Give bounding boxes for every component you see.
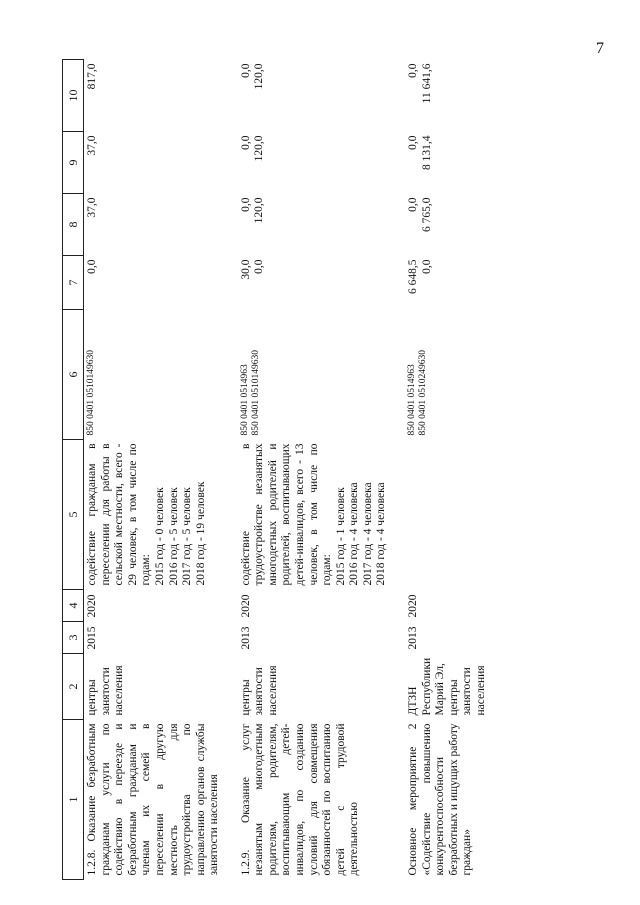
amount-v7 [84,256,224,310]
cell-line: 120,0 [253,197,266,224]
amount-v8 [405,194,490,256]
cell-line: 0,0 [239,63,252,78]
header-cell: 2 [63,654,84,720]
expected-result [84,440,224,590]
table-row [238,60,391,880]
end-year: 2020 [86,594,99,618]
header-cell: 6 [63,310,84,440]
cell-line: 850 0401 0510149630 [250,350,261,436]
cell-line: 0,0 [406,63,419,78]
rotated-table-stage [62,60,598,880]
amount-v10 [84,60,224,132]
end-year: 2020 [406,594,419,618]
budget-code [405,310,490,440]
start-year: 2013 [406,626,419,650]
header-cell: 9 [63,132,84,194]
page-number: 7 [596,40,604,57]
cell-line: 6 765,0 [420,197,433,232]
cell-line: 30,0 [239,259,252,280]
row-gap [224,60,238,880]
header-cell: 10 [63,60,84,132]
cell-line: 2016 год - 4 человека [348,482,361,586]
cell-line: 2018 год - 4 человека [375,482,388,586]
amount-v9 [238,132,391,194]
cell-line: 0,0 [406,197,419,212]
amount-v7 [405,256,490,310]
cell-line: 0,0 [253,259,266,274]
amount-v9 [405,132,490,194]
amount-v9 [84,132,224,194]
cell-line: 8 131,4 [420,135,433,170]
amount-v8 [238,194,391,256]
amount-v8 [84,194,224,256]
header-cell: 1 [63,720,84,880]
amount-v10 [405,60,490,132]
cell-line: 0,0 [239,135,252,150]
expected-result [238,440,391,590]
amount-v10 [238,60,391,132]
table-row [405,60,490,880]
executor: центры занятости населения [86,665,126,716]
start-year: 2015 [86,626,99,650]
cell-line: 0,0 [86,259,99,274]
cell-line: содействие гражданам в переселении для работы в сельской местности, всего - 29 человек, в том числе по годам: [86,443,153,586]
activity-name: 1.2.9. Оказание услуг незанятым многодетным родителям, родителям, воспитывающим детей-инвалидов, по созданию условий для совмещения обязанностей по воспитанию детей с трудовой деятельностью [239,723,361,876]
header-row [63,60,84,880]
cell-line: 0,0 [420,259,433,274]
cell-line: 37,0 [86,135,99,156]
cell-line: 850 0401 0510149630 [86,350,97,436]
cell-line: 850 0401 0514963 [406,364,417,436]
header-cell: 3 [63,622,84,654]
executor: ДТЗН Республики Марий Эл, центры занятости населения [406,657,487,716]
cell-line: 2017 год - 5 человек [181,487,194,586]
header-cell: 5 [63,440,84,590]
amount-v7 [238,256,391,310]
cell-line: 2015 год - 0 человек [153,487,166,586]
header-cell: 8 [63,194,84,256]
activity-name: 1.2.8. Оказание безработным гражданам услуги по содействию в переезде и безработным гражданам и членам их семей в переселении в другую местность для трудоустройства по направлению органов службы занятости населения [86,723,221,876]
activity-name: Основное мероприятие 2 «Содействие повышению конкурентоспособности безработных и ищущих работу граждан» [406,723,474,876]
cell-line: 6 648,5 [406,259,419,294]
cell-line: 0,0 [239,197,252,212]
gap-cell [391,60,405,880]
header-cell: 7 [63,256,84,310]
cell-line: 0,0 [406,135,419,150]
cell-line: 120,0 [253,135,266,162]
expected-result [405,440,490,590]
cell-line: 2018 год - 19 человек [194,481,207,586]
header-cell: 4 [63,590,84,622]
cell-line: 2016 год - 5 человек [167,487,180,586]
start-year: 2013 [239,626,252,650]
gap-cell [224,60,238,880]
table-row [84,60,224,880]
cell-line: 850 0401 0514963 [239,364,250,436]
cell-line: 2015 год - 1 человек [334,487,347,586]
budget-code [238,310,391,440]
cell-line: 37,0 [86,197,99,218]
executor: центры занятости населения [239,665,279,716]
cell-line: 11 641,6 [420,63,433,104]
budget-code [84,310,224,440]
row-gap [391,60,405,880]
end-year: 2020 [239,594,252,618]
cell-line: 817,0 [86,63,99,90]
cell-line: 850 0401 0510249630 [418,350,429,436]
cell-line: 2017 год - 4 человека [361,482,374,586]
cell-line: 120,0 [253,63,266,90]
program-table [62,59,490,880]
cell-line: содействие в трудоустройстве незанятых многодетных родителей и родителей, воспитывающих детей-инвалидов, всего - 13 человек, в том числе по годам: [239,443,334,586]
